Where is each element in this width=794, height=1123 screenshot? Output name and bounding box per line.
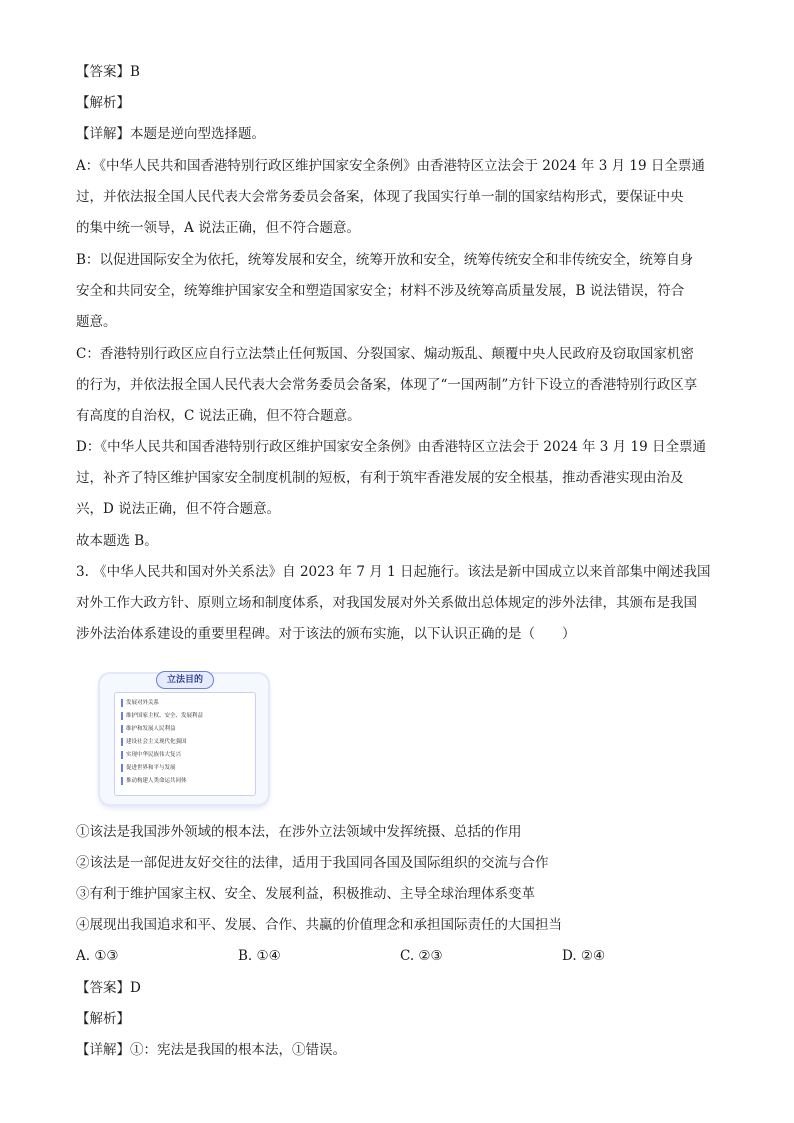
line-c-1: C：香港特别行政区应自行立法禁止任何叛国、分裂国家、煽动叛乱、颠覆中央人民政府及窃取国家机密 bbox=[76, 346, 694, 362]
figure-item: 维护国家主权、安全、发展利益 bbox=[121, 712, 203, 720]
figure-item: 推动构建人类命运共同体 bbox=[121, 777, 187, 785]
line-answer-2: 【答案】D bbox=[76, 980, 141, 996]
line-a-3: 的集中统一领导，A 说法正确，但不符合题意。 bbox=[76, 220, 361, 236]
figure-item: 发展对外关系 bbox=[121, 699, 159, 707]
option-b: B. ①④ bbox=[238, 948, 281, 964]
line-c-3: 有高度的自治权，C 说法正确，但不符合题意。 bbox=[76, 408, 361, 424]
line-q3-1: 3. 《中华人民共和国对外关系法》自 2023 年 7 月 1 日起施行。该法是新中国成立以来首部集中阐述我国 bbox=[76, 564, 711, 580]
line-analysis-2: 【解析】 bbox=[76, 1011, 130, 1027]
statement-1: ①该法是我国涉外领域的根本法，在涉外立法领域中发挥统摄、总括的作用 bbox=[76, 824, 522, 840]
line-q3-2: 对外工作大政方针、原则立场和制度体系，对我国发展对外关系做出总体规定的涉外法律，其颁布是我国 bbox=[76, 595, 697, 611]
statement-3: ③有利于维护国家主权、安全、发展利益，积极推动、主导全球治理体系变革 bbox=[76, 886, 535, 902]
line-d-3: 兴，D 说法正确，但不符合题意。 bbox=[76, 501, 281, 517]
figure-item: 实现中华民族伟大复兴 bbox=[121, 751, 181, 759]
option-c: C. ②③ bbox=[400, 948, 443, 964]
figure-list bbox=[114, 692, 256, 796]
line-b-2: 安全和共同安全，统筹维护国家安全和塑造国家安全；材料不涉及统筹高质量发展，B 说法错误，符合 bbox=[76, 283, 685, 299]
answer-options bbox=[76, 946, 676, 966]
line-c-2: 的行为，并依法报全国人民代表大会常务委员会备案，体现了“一国两制”方针下设立的香港特别行政区享 bbox=[76, 377, 698, 393]
legislative-purpose-figure bbox=[100, 674, 268, 804]
figure-item: 促进世界和平与发展 bbox=[121, 764, 176, 772]
figure-title: 立法目的 bbox=[156, 671, 214, 689]
statement-2: ②该法是一部促进友好交往的法律，适用于我国同各国及国际组织的交流与合作 bbox=[76, 855, 549, 871]
figure-item: 建设社会主义现代化强国 bbox=[121, 738, 187, 746]
line-d-2: 过，补齐了特区维护国家安全制度机制的短板，有利于筑牢香港发展的安全根基，推动香港实现由治及 bbox=[76, 470, 684, 486]
line-detail-2: 【详解】①：宪法是我国的根本法，①错误。 bbox=[76, 1042, 346, 1058]
figure-item: 维护和发展人民利益 bbox=[121, 725, 176, 733]
line-a-1: A：《中华人民共和国香港特别行政区维护国家安全条例》由香港特区立法会于 2024 年 3 月 19 日全票通 bbox=[76, 158, 705, 174]
line-b-1: B：以促进国际安全为依托，统筹发展和安全，统筹开放和安全，统筹传统安全和非传统安全，统筹自身 bbox=[76, 252, 694, 268]
line-q3-3: 涉外法治体系建设的重要里程碑。对于该法的颁布实施，以下认识正确的是（ ） bbox=[76, 626, 576, 642]
line-analysis-1: 【解析】 bbox=[76, 95, 130, 111]
line-conclusion-1: 故本题选 B。 bbox=[76, 533, 158, 549]
line-detail-1: 【详解】本题是逆向型选择题。 bbox=[76, 126, 265, 142]
line-answer-1: 【答案】B bbox=[76, 64, 140, 80]
option-d: D. ②④ bbox=[562, 948, 606, 964]
line-b-3: 题意。 bbox=[76, 314, 117, 330]
line-d-1: D：《中华人民共和国香港特别行政区维护国家安全条例》由香港特区立法会于 2024 年 3 月 19 日全票通 bbox=[76, 439, 706, 455]
statement-4: ④展现出我国追求和平、发展、合作、共赢的价值理念和承担国际责任的大国担当 bbox=[76, 917, 562, 933]
line-a-2: 过，并依法报全国人民代表大会常务委员会备案，体现了我国实行单一制的国家结构形式，要保证中央 bbox=[76, 189, 684, 205]
option-a: A. ①③ bbox=[76, 948, 119, 964]
